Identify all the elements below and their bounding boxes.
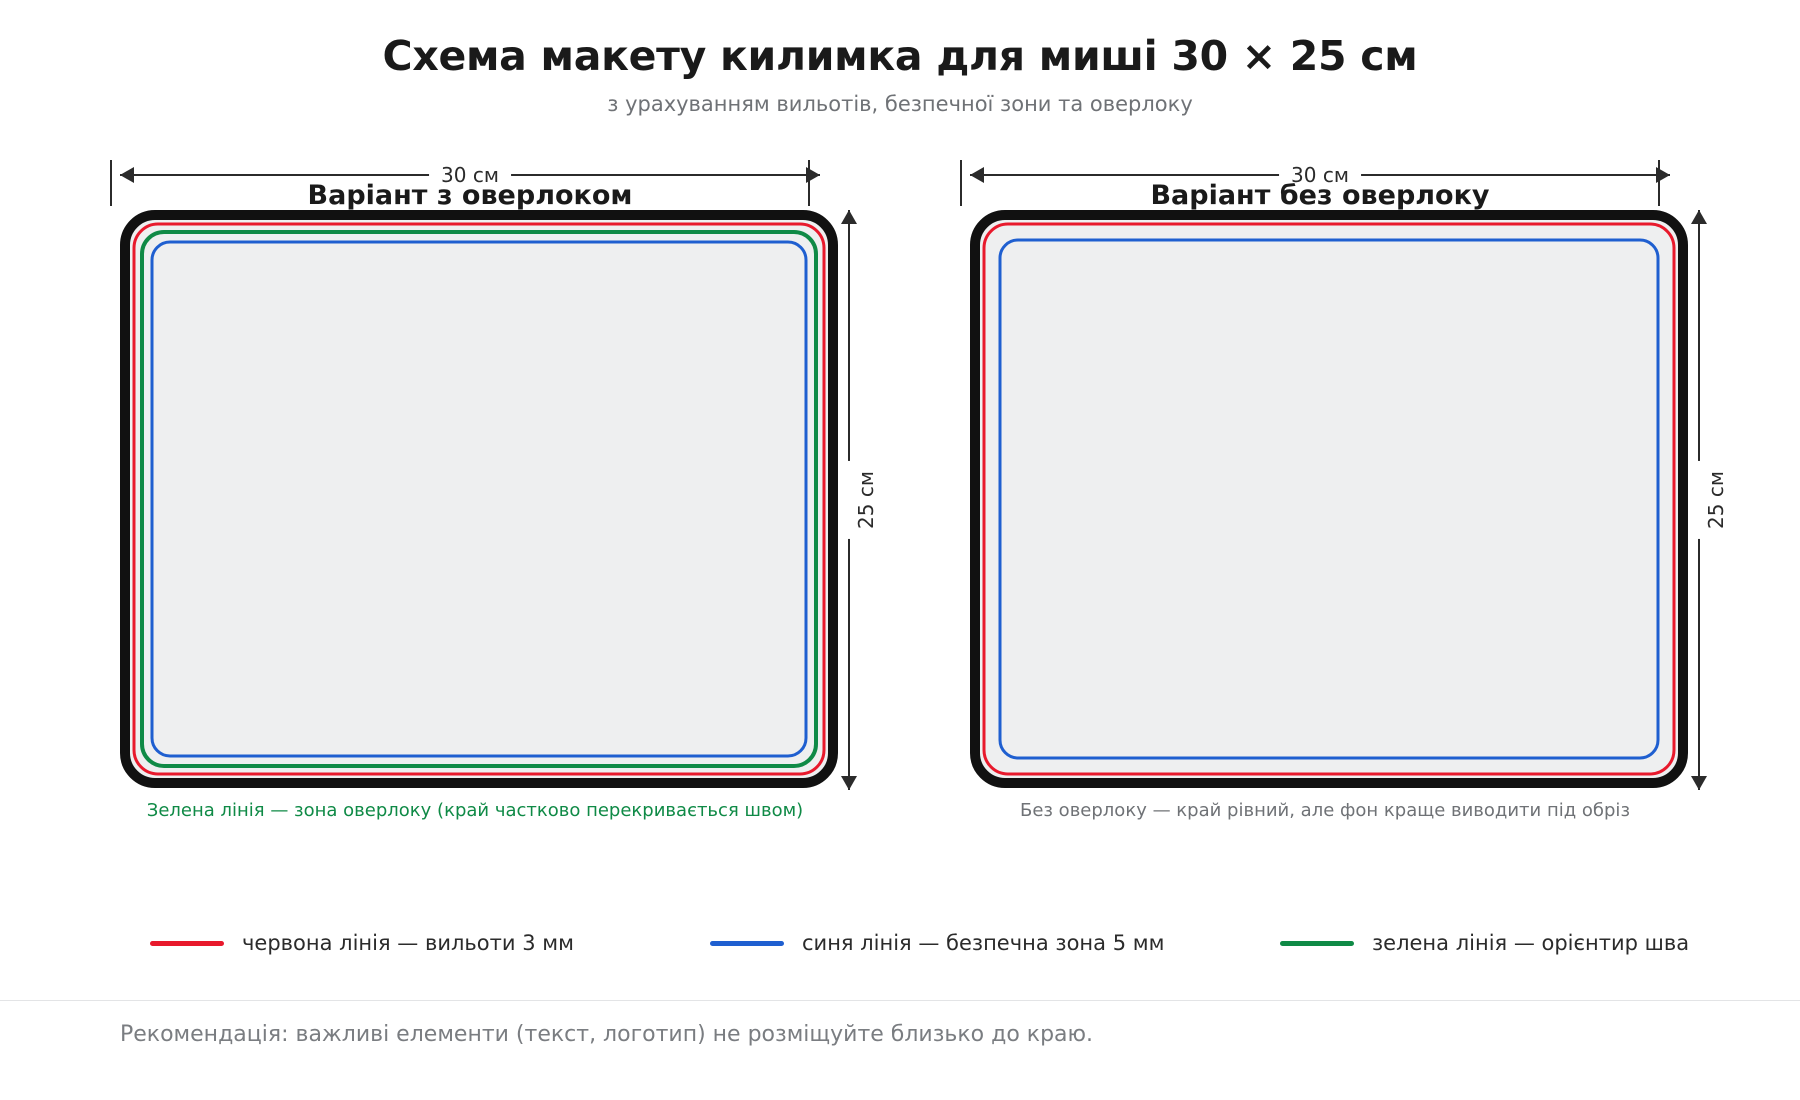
legend-label: зелена лінія — орієнтир шва <box>1372 931 1690 955</box>
legend-item-bleed <box>150 920 574 966</box>
arrow-down-icon <box>1691 776 1707 790</box>
height-label: 25 см <box>848 461 884 539</box>
panel-note: Без оверлоку — край рівний, але фон краще виводити під обріз <box>1019 800 1631 821</box>
legend-label: синя лінія — безпечна зона 5 мм <box>802 931 1165 955</box>
width-label: 30 см <box>429 163 511 187</box>
panel-with-overlock <box>110 150 878 890</box>
legend <box>110 920 1730 966</box>
legend-item-seam <box>1280 920 1689 966</box>
height-dimension <box>1686 210 1728 790</box>
arrow-up-icon <box>841 210 857 224</box>
panel-note: Зелена лінія — зона оверлоку (край частково перекривається швом) <box>146 800 804 821</box>
width-label: 30 см <box>1279 163 1361 187</box>
footer-divider <box>0 1000 1800 1001</box>
legend-swatch-blue <box>710 941 784 946</box>
recommendation-text: Рекомендація: важливі елементи (текст, логотип) не розміщуйте близько до краю. <box>120 1022 1094 1047</box>
page-subtitle: з урахуванням вильотів, безпечної зони та оверлоку <box>607 92 1193 116</box>
legend-label: червона лінія — вильоти 3 мм <box>242 931 574 955</box>
mat-outline <box>975 215 1683 783</box>
panel-without-overlock <box>960 150 1728 890</box>
arrow-up-icon <box>1691 210 1707 224</box>
mat-outline <box>125 215 833 783</box>
height-label: 25 см <box>1698 461 1734 539</box>
legend-swatch-green <box>1280 941 1354 946</box>
arrow-down-icon <box>841 776 857 790</box>
height-dimension <box>836 210 878 790</box>
legend-item-safe-zone <box>710 920 1164 966</box>
mousepad-diagram-with-overlock <box>120 210 838 788</box>
panel-title: Варіант без оверлоку <box>1150 180 1490 211</box>
page-title: Схема макету килимка для миші 30 × 25 см <box>382 32 1418 80</box>
mousepad-diagram-without-overlock <box>970 210 1688 788</box>
legend-swatch-red <box>150 941 224 946</box>
panel-title: Варіант з оверлоком <box>307 180 633 211</box>
